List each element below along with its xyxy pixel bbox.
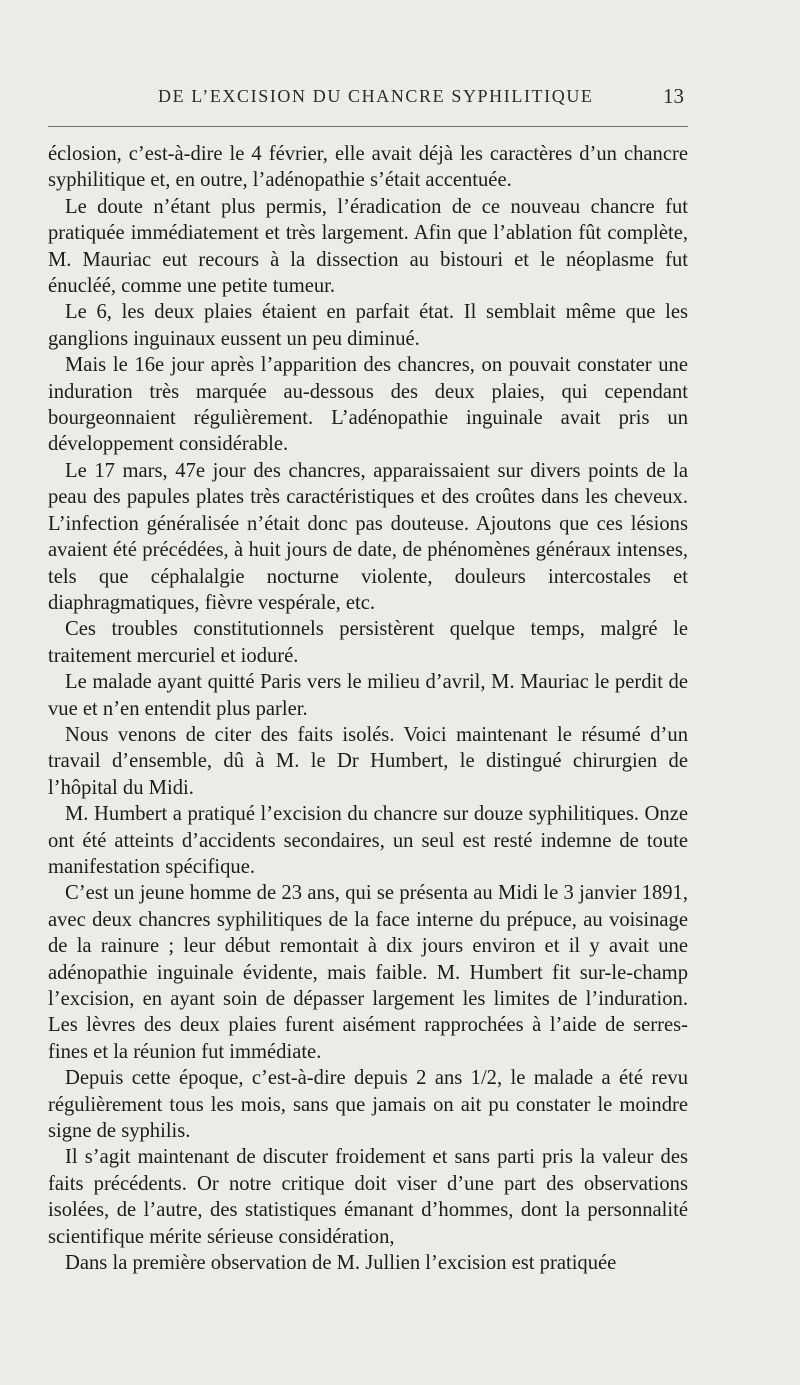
header-rule bbox=[48, 126, 688, 127]
paragraph-2: Le doute n’étant plus permis, l’éradication de ce nouveau chancre fut pratiquée immédiatement et très largement. Afin que l’ablation fût complète, M. Mauriac eut recours à la dissection au bistouri et le néoplasme fut énucléé, comme une petite tumeur. bbox=[48, 195, 688, 298]
running-header bbox=[48, 84, 688, 112]
paragraph-12: Il s’agit maintenant de discuter froidement et sans parti pris la valeur des faits précédents. Or notre critique doit viser d’une part des observations isolées, de l’autre, des statistiques émanant d’hommes, dont la personnalité scientifique mérite sérieuse considération, bbox=[48, 1146, 688, 1248]
paragraph-1: éclosion, c’est-à-dire le 4 février, elle avait déjà les caractères d’un chancre syphilitique et, en outre, l’adénopathie s’était accentuée. bbox=[48, 143, 688, 192]
paragraph-5: Le 17 mars, 47e jour des chancres, apparaissaient sur divers points de la peau des papules plates très caractéristiques et des croûtes dans les cheveux. L’infection généralisée n’était donc pas douteuse. Ajoutons que ces lésions avaient été précédées, à huit jours de date, de phénomènes généraux intenses, tels que céphalalgie nocturne violente, douleurs intercostales et diaphragmatiques, fièvre vespérale, etc. bbox=[48, 459, 688, 614]
paragraph-6: Ces troubles constitutionnels persistèrent quelque temps, malgré le traitement mercuriel et ioduré. bbox=[48, 618, 688, 667]
paragraph-9: M. Humbert a pratiqué l’excision du chancre sur douze syphilitiques. Onze ont été atteints d’accidents secondaires, un seul est resté indemne de toute manifestation spécifique. bbox=[48, 803, 688, 878]
paragraph-13: Dans la première observation de M. Jullien l’excision est pratiquée bbox=[65, 1252, 617, 1275]
page-number: 13 bbox=[663, 84, 684, 108]
paragraph-11: Depuis cette époque, c’est-à-dire depuis 2 ans 1/2, le malade a été revu régulièrement tous les mois, sans que jamais on ait pu constater le moindre signe de syphilis. bbox=[48, 1067, 688, 1143]
paragraph-3: Le 6, les deux plaies étaient en parfait état. Il semblait même que les ganglions inguinaux eussent un peu diminué. bbox=[48, 301, 688, 350]
paragraph-4: Mais le 16e jour après l’apparition des chancres, on pouvait constater une induration très marquée au-dessous des deux plaies, qui cependant bourgeonnaient régulièrement. L’adénopathie inguinale avait pris un développement considérable. bbox=[48, 354, 688, 456]
paragraph-8: Nous venons de citer des faits isolés. Voici maintenant le résumé d’un travail d’ensemble, dû à M. le Dr Humbert, le distingué chirurgien de l’hôpital du Midi. bbox=[48, 723, 688, 799]
paragraph-10: C’est un jeune homme de 23 ans, qui se présenta au Midi le 3 janvier 1891, avec deux chancres syphilitiques de la face interne du prépuce, au voisinage de la rainure ; leur début remontait à dix jours environ et il y avait une adénopathie inguinale évidente, mais faible. M. Humbert fit sur-le-champ l’excision, en ayant soin de dépasser largement les limites de l’induration. Les lèvres des deux plaies furent aisément rapprochées à l’aide de serres-fines et la réunion fut immédiate. bbox=[48, 882, 688, 1063]
running-title: DE L’EXCISION DU CHANCRE SYPHILITIQUE bbox=[158, 86, 594, 106]
body-text bbox=[48, 141, 688, 1276]
paragraph-7: Le malade ayant quitté Paris vers le milieu d’avril, M. Mauriac le perdit de vue et n’en entendit plus parler. bbox=[48, 671, 688, 720]
